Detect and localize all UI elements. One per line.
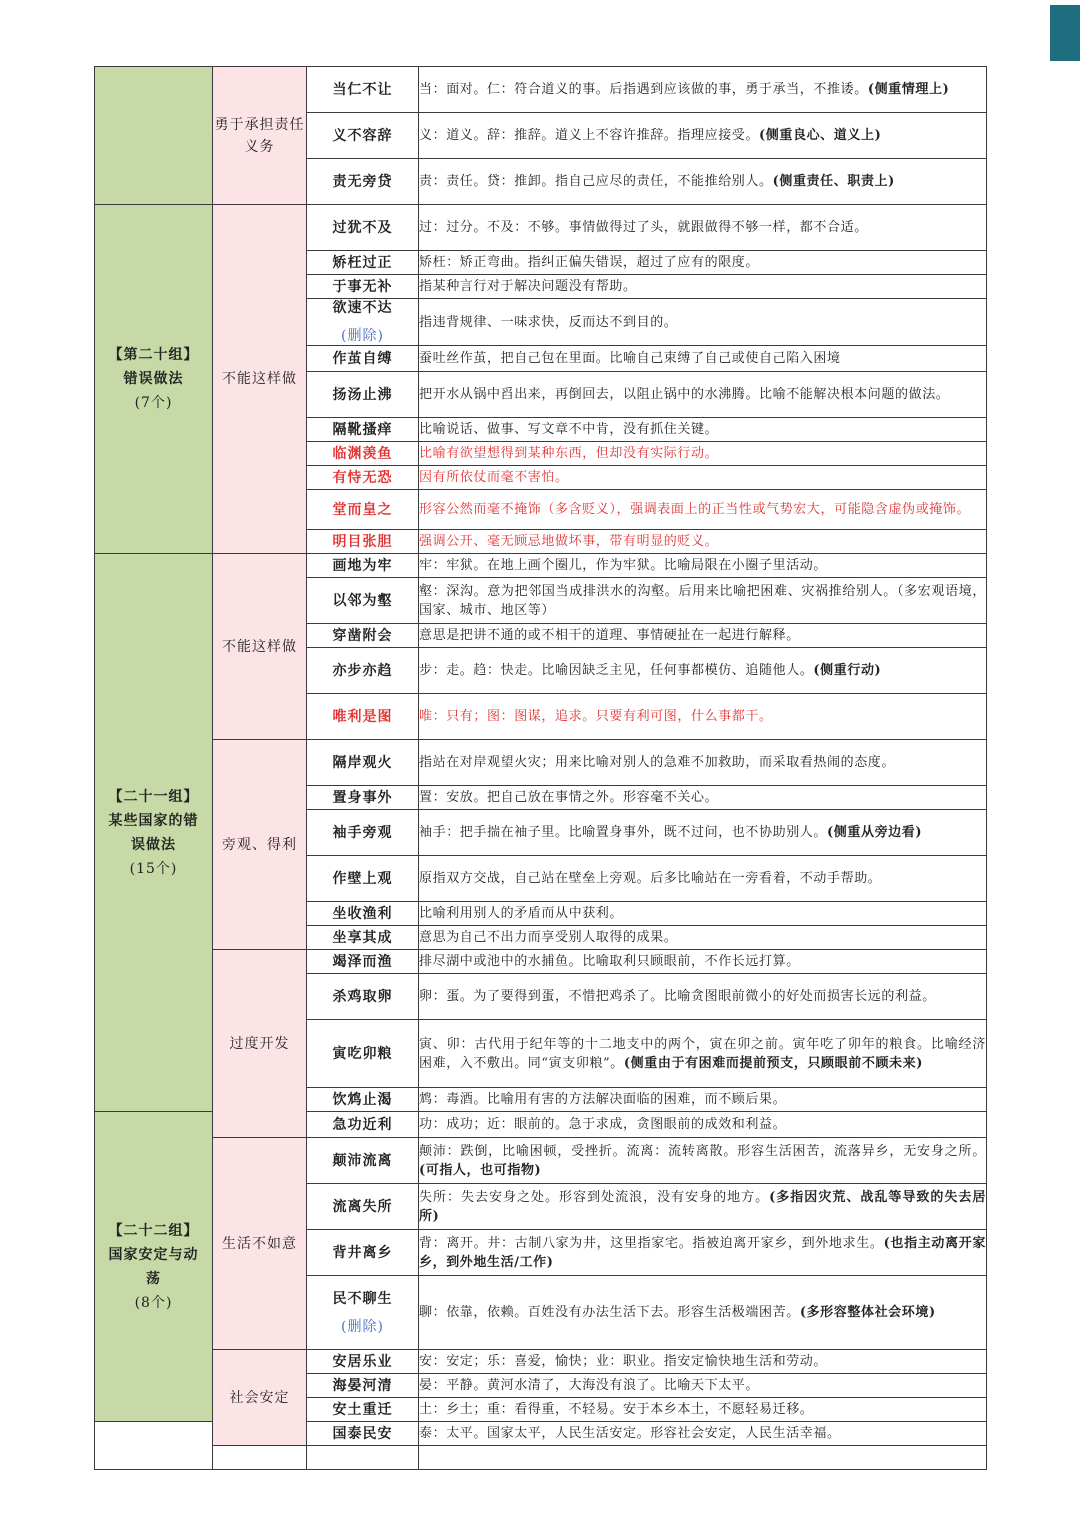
- definition-text: 背：离开。井：古制八家为井，这里指家宅。指被迫离开家乡，到外地求生。: [419, 1235, 884, 1251]
- idiom-term-text: 安居乐业: [332, 1353, 393, 1370]
- idiom-definition: [419, 810, 987, 856]
- idiom-definition: [419, 786, 987, 810]
- subcategory-cell: 过度开发: [213, 950, 307, 1138]
- idiom-definition: [419, 372, 987, 418]
- idiom-definition: [419, 554, 987, 578]
- definition-text: 安：安定；乐：喜爱，愉快；业：职业。指安定愉快地生活和劳动。: [419, 1354, 828, 1369]
- definition-text: 意思为自己不出力而享受别人取得的成果。: [419, 930, 678, 945]
- idiom-term: [307, 275, 419, 299]
- idiom-definition: [419, 624, 987, 648]
- idiom-definition: [419, 648, 987, 694]
- idiom-term: [307, 974, 419, 1020]
- idiom-definition: [419, 1138, 987, 1184]
- idiom-term-text: 隔靴搔痒: [332, 421, 393, 438]
- idiom-definition: [419, 530, 987, 554]
- group-count: (8个): [134, 1294, 173, 1311]
- idiom-term-text: 责无旁贷: [332, 173, 393, 190]
- definition-text: 置：安放。把自己放在事情之外。形容毫不关心。: [419, 790, 719, 805]
- idiom-term: [307, 1230, 419, 1276]
- definition-text: 蚕吐丝作茧，把自己包在里面。比喻自己束缚了自己或使自己陷入困境: [419, 351, 841, 366]
- table-row: [95, 1446, 987, 1470]
- idiom-term-text: 作壁上观: [332, 870, 393, 887]
- idiom-term: [307, 1020, 419, 1088]
- idiom-term: [307, 1398, 419, 1422]
- idiom-term: [307, 950, 419, 974]
- definition-text: 强调公开、毫无顾忌地做坏事，带有明显的贬义。: [419, 534, 719, 549]
- subcategory-cell: 不能这样做: [213, 554, 307, 740]
- idiom-definition: [419, 1230, 987, 1276]
- definition-text: 排尽湖中或池中的水捕鱼。比喻取利只顾眼前，不作长远打算。: [419, 954, 800, 969]
- group-cell: [95, 205, 213, 554]
- definition-text: 指某种言行对于解决问题没有帮助。: [419, 279, 637, 294]
- idiom-term: [307, 372, 419, 418]
- idiom-term: [307, 1350, 419, 1374]
- idiom-definition: [419, 490, 987, 530]
- idiom-definition: [419, 740, 987, 786]
- idiom-definition: [419, 1088, 987, 1112]
- definition-text: 失所：失去安身之处。形容到处流浪，没有安身的地方。: [419, 1189, 770, 1205]
- idiom-term: [307, 1422, 419, 1446]
- idiom-definition: [419, 299, 987, 346]
- definition-text: 过：过分。不及：不够。事情做得过了头，就跟做得不够一样，都不合适。: [419, 220, 868, 235]
- idiom-term-text: 于事无补: [332, 278, 393, 295]
- idiom-definition: [419, 159, 987, 205]
- idiom-term: [307, 442, 419, 466]
- idiom-term: [307, 578, 419, 624]
- idiom-term-text: 当仁不让: [332, 81, 393, 98]
- idiom-term: [307, 926, 419, 950]
- corner-bookmark-tab: [1050, 5, 1080, 61]
- definition-text: 颠沛：跌倒，比喻困顿，受挫折。流离：流转离散。形容生活困苦，流落异乡，无安身之所。: [419, 1143, 986, 1159]
- table-row: [95, 1138, 987, 1184]
- idiom-term-text: 隔岸观火: [332, 754, 393, 771]
- definition-text: 牢：牢狱。在地上画个圈儿，作为牢狱。比喻局限在小圈子里活动。: [419, 558, 828, 573]
- idiom-term: [307, 648, 419, 694]
- table-row: [95, 950, 987, 974]
- group-cell: [95, 1422, 213, 1470]
- subcategory-cell: 不能这样做: [213, 205, 307, 554]
- idiom-term: [307, 624, 419, 648]
- definition-text: 形容公然而毫不掩饰（多含贬义），强调表面上的正当性或气势宏大，可能隐含虚伪或掩饰。: [419, 502, 971, 517]
- idiom-term: [307, 205, 419, 251]
- idiom-definition: [419, 902, 987, 926]
- idiom-definition: [419, 1020, 987, 1088]
- idiom-term-text: 明目张胆: [332, 533, 393, 550]
- group-title: 【二十二组】国家安定与动荡: [108, 1222, 199, 1287]
- idiom-definition: [419, 275, 987, 299]
- idiom-term-text: 义不容辞: [332, 127, 393, 144]
- definition-emphasis: (侧重情理上): [867, 82, 950, 97]
- idiom-term: [307, 530, 419, 554]
- definition-emphasis: (侧重良心、道义上): [759, 128, 882, 143]
- definition-text: 寅、卯：古代用于纪年等的十二地支中的两个，寅在卯之前。寅年吃了卯年的粮食。比喻经济困难，入不敷出。同“寅支卯粮”。: [419, 1036, 986, 1071]
- subcategory-cell: [213, 1446, 307, 1470]
- idiom-term-text: 竭泽而渔: [332, 953, 393, 970]
- subcategory-cell: 社会安定: [213, 1350, 307, 1446]
- idiom-term-text: 急功近利: [332, 1116, 393, 1133]
- table-row: [95, 67, 987, 113]
- idiom-term: [307, 1112, 419, 1138]
- deleted-note: (删除): [341, 1318, 384, 1335]
- definition-text: 指违背规律、一味求快，反而达不到目的。: [419, 314, 678, 330]
- idiom-term: [307, 251, 419, 275]
- definition-text: 土：乡土；重：看得重，不轻易。安于本乡本土，不愿轻易迁移。: [419, 1402, 814, 1417]
- definition-emphasis: (多形容整体社会环境): [799, 1305, 936, 1320]
- idiom-term: [307, 490, 419, 530]
- idiom-definition: [419, 1112, 987, 1138]
- idiom-definition: [419, 1276, 987, 1350]
- definition-text: 壑：深沟。意为把邻国当成排洪水的沟壑。后用来比喻把困难、灾祸推给别人。（多宏观语境，国家、城市、地区等）: [419, 583, 986, 618]
- idiom-definition: [419, 926, 987, 950]
- definition-emphasis: (也指主动离开家乡，到外地生活/工作): [419, 1235, 986, 1270]
- idiom-term: [307, 902, 419, 926]
- idiom-term-text: 背井离乡: [332, 1244, 393, 1261]
- idiom-definition: [419, 67, 987, 113]
- definition-text: 责：责任。贷：推卸。指自己应尽的责任，不能推给别人。: [419, 174, 773, 189]
- idiom-table: [94, 66, 987, 1470]
- group-count: (7个): [134, 395, 173, 411]
- idiom-definition: [419, 578, 987, 624]
- definition-text: 步：走。趋：快走。比喻因缺乏主见，任何事都模仿、追随他人。: [419, 663, 814, 678]
- idiom-term: [307, 466, 419, 490]
- idiom-term-text: 扬汤止沸: [332, 386, 393, 403]
- definition-text: 因有所依仗而毫不害怕。: [419, 470, 569, 485]
- definition-text: 卵：蛋。为了要得到蛋，不惜把鸡杀了。比喻贪图眼前微小的好处而损害长远的利益。: [419, 989, 936, 1004]
- idiom-definition: [419, 1398, 987, 1422]
- idiom-definition: [419, 442, 987, 466]
- subcategory-cell: 旁观、得利: [213, 740, 307, 950]
- idiom-term-text: 流离失所: [332, 1198, 393, 1215]
- idiom-definition: [419, 346, 987, 372]
- idiom-term: [307, 346, 419, 372]
- idiom-term-text: 欲速不达: [332, 300, 393, 316]
- group-count: (15个): [129, 860, 178, 877]
- subcategory-cell: 生活不如意: [213, 1138, 307, 1350]
- definition-text: 功：成功；近：眼前的。急于求成，贪图眼前的成效和利益。: [419, 1117, 787, 1132]
- idiom-definition: [419, 974, 987, 1020]
- definition-emphasis: (可指人，也可指物): [419, 1162, 542, 1178]
- table-row: [95, 1350, 987, 1374]
- idiom-term: [307, 694, 419, 740]
- idiom-definition: [419, 251, 987, 275]
- idiom-term: [307, 554, 419, 578]
- idiom-term-text: 作茧自缚: [332, 350, 393, 367]
- group-cell: [95, 554, 213, 1112]
- idiom-term: [307, 159, 419, 205]
- definition-text: 原指双方交战，自己站在壁垒上旁观。后多比喻站在一旁看着，不动手帮助。: [419, 871, 882, 886]
- idiom-term: [307, 299, 419, 346]
- idiom-term: [307, 113, 419, 159]
- idiom-term-text: 民不聊生: [332, 1290, 393, 1307]
- idiom-term-text: 矫枉过正: [332, 254, 393, 271]
- idiom-term-text: 坐收渔利: [332, 905, 393, 922]
- idiom-term-text: 坐享其成: [332, 929, 393, 946]
- table-row: [95, 205, 987, 251]
- idiom-term-text: 以邻为壑: [332, 592, 393, 609]
- definition-text: 矫枉：矫正弯曲。指纠正偏失错误，超过了应有的限度。: [419, 255, 760, 270]
- idiom-term: [307, 1138, 419, 1184]
- definition-emphasis: (侧重由于有困难而提前预支，只顾眼前不顾未来): [623, 1055, 924, 1071]
- definition-text: 比喻有欲望想得到某种东西，但却没有实际行动。: [419, 446, 719, 461]
- definition-text: 比喻利用别人的矛盾而从中获利。: [419, 906, 624, 921]
- idiom-term: [307, 418, 419, 442]
- deleted-note: (删除): [341, 328, 384, 344]
- idiom-term: [307, 1088, 419, 1112]
- idiom-term-text: 饮鸩止渴: [332, 1091, 393, 1108]
- definition-emphasis: (多指因灾荒、战乱等导致的失去居所): [419, 1189, 986, 1224]
- idiom-definition: [419, 113, 987, 159]
- idiom-term-text: 颠沛流离: [332, 1152, 393, 1169]
- idiom-term: [307, 740, 419, 786]
- definition-text: 泰：太平。国家太平，人民生活安定。形容社会安定，人民生活幸福。: [419, 1426, 841, 1441]
- idiom-term: [307, 1374, 419, 1398]
- definition-emphasis: (侧重从旁边看): [827, 825, 923, 840]
- idiom-term-text: 有恃无恐: [332, 469, 393, 486]
- idiom-term: [307, 856, 419, 902]
- idiom-definition: [419, 205, 987, 251]
- idiom-term-text: 安土重迁: [332, 1401, 393, 1418]
- idiom-term-text: 杀鸡取卵: [332, 988, 393, 1005]
- definition-text: 指站在对岸观望火灾；用来比喻对别人的急难不加救助，而采取看热闹的态度。: [419, 755, 896, 770]
- definition-text: 袖手：把手揣在袖子里。比喻置身事外，既不过问，也不协助别人。: [419, 825, 828, 840]
- idiom-term-text: 袖手旁观: [332, 824, 393, 841]
- idiom-definition: [419, 418, 987, 442]
- idiom-term-text: 寅吃卯粮: [332, 1045, 393, 1062]
- idiom-term: [307, 1446, 419, 1470]
- idiom-definition: [419, 950, 987, 974]
- idiom-definition: [419, 1422, 987, 1446]
- idiom-term-text: 堂而皇之: [332, 501, 393, 518]
- idiom-term-text: 临渊羡鱼: [332, 445, 393, 462]
- idiom-definition: [419, 694, 987, 740]
- idiom-term: [307, 1184, 419, 1230]
- idiom-term: [307, 1276, 419, 1350]
- definition-emphasis: (侧重行动): [813, 663, 882, 678]
- idiom-term: [307, 67, 419, 113]
- definition-text: 聊：依靠，依赖。百姓没有办法生活下去。形容生活极端困苦。: [419, 1305, 800, 1320]
- idiom-definition: [419, 1446, 987, 1470]
- definition-emphasis: (侧重责任、职责上): [772, 174, 895, 189]
- idiom-term-text: 唯利是图: [332, 708, 393, 725]
- idiom-definition: [419, 1184, 987, 1230]
- table-row: [95, 740, 987, 786]
- group-title: 【第二十组】错误做法: [108, 347, 199, 387]
- subcategory-cell: 勇于承担责任义务: [213, 67, 307, 205]
- idiom-definition: [419, 1374, 987, 1398]
- group-cell: [95, 67, 213, 205]
- idiom-term-text: 过犹不及: [332, 219, 393, 236]
- definition-text: 义：道义。辞：推辞。道义上不容许推辞。指理应接受。: [419, 128, 760, 143]
- definition-text: 意思是把讲不通的或不相干的道理、事情硬扯在一起进行解释。: [419, 628, 800, 643]
- idiom-term-text: 穿凿附会: [332, 627, 393, 644]
- idiom-term: [307, 810, 419, 856]
- idiom-term-text: 置身事外: [332, 789, 393, 806]
- idiom-term-text: 亦步亦趋: [332, 662, 393, 679]
- idiom-definition: [419, 856, 987, 902]
- definition-text: 当：面对。仁：符合道义的事。后指遇到应该做的事，勇于承当，不推诿。: [419, 82, 868, 97]
- group-title: 【二十一组】某些国家的错误做法: [108, 788, 199, 853]
- definition-text: 鸩：毒酒。比喻用有害的方法解决面临的困难，而不顾后果。: [419, 1092, 787, 1107]
- idiom-definition: [419, 1350, 987, 1374]
- group-cell: [95, 1112, 213, 1422]
- definition-text: 把开水从锅中舀出来，再倒回去，以阻止锅中的水沸腾。比喻不能解决根本问题的做法。: [419, 387, 950, 402]
- definition-text: 晏：平静。黄河水清了，大海没有浪了。比喻天下太平。: [419, 1378, 760, 1393]
- idiom-term: [307, 786, 419, 810]
- idiom-term-text: 海晏河清: [332, 1377, 393, 1394]
- idiom-definition: [419, 466, 987, 490]
- definition-text: 唯：只有；图：图谋，追求。只要有利可图，什么事都干。: [419, 709, 773, 724]
- definition-text: 比喻说话、做事、写文章不中肯，没有抓住关键。: [419, 422, 719, 437]
- idiom-term-text: 国泰民安: [332, 1425, 393, 1442]
- table-row: [95, 554, 987, 578]
- idiom-term-text: 画地为牢: [332, 557, 393, 574]
